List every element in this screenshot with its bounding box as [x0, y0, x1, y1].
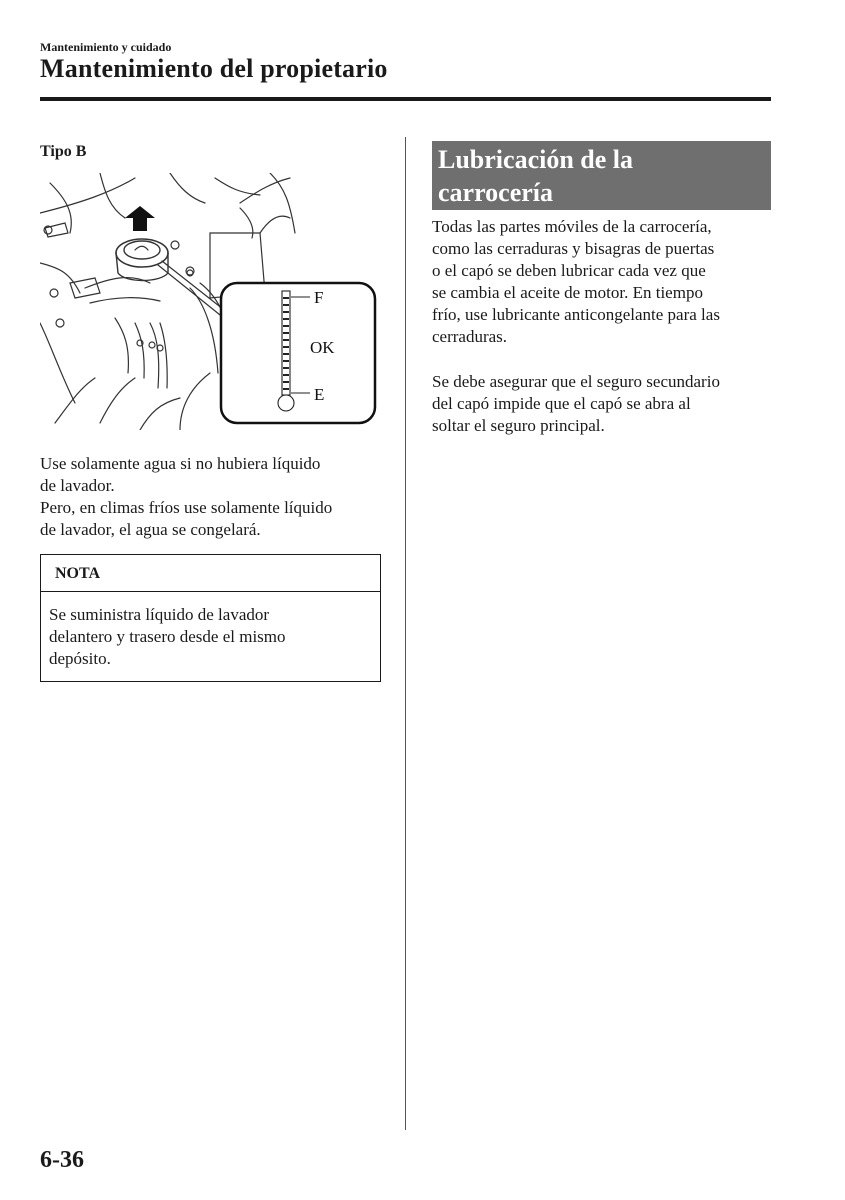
note-body	[41, 592, 380, 670]
text-line: como las cerraduras y bisagras de puertas	[432, 239, 715, 258]
text-line: de lavador, el agua se congelará.	[40, 520, 261, 539]
text-line: Se suministra líquido de lavador	[49, 605, 270, 624]
note-box	[40, 554, 381, 682]
column-divider	[405, 137, 406, 1130]
hood-latch-paragraph	[432, 371, 777, 437]
text-line: frío, use lubricante anticongelante para las	[432, 305, 720, 324]
text-line: Se debe asegurar que el seguro secundario	[432, 372, 720, 391]
gauge-label-e: E	[314, 385, 325, 404]
water-usage-paragraph	[40, 453, 385, 541]
text-line: o el capó se deben lubricar cada vez que	[432, 261, 706, 280]
text-line: Todas las partes móviles de la carrocería,	[432, 217, 712, 236]
text-line: se cambia el aceite de motor. En tiempo	[432, 283, 703, 302]
heading-line: carrocería	[438, 178, 553, 207]
heading-line: Lubricación de la	[438, 145, 634, 174]
lubrication-paragraph	[432, 216, 777, 348]
text-line: del capó impide que el capó se abra al	[432, 394, 691, 413]
section-label: Mantenimiento y cuidado	[40, 40, 172, 54]
text-line: depósito.	[49, 649, 111, 668]
washer-reservoir-figure	[40, 173, 385, 430]
text-line: cerraduras.	[432, 327, 508, 346]
text-line: Use solamente agua si no hubiera líquido	[40, 454, 321, 473]
gauge-label-f: F	[314, 288, 324, 307]
page-title: Mantenimiento del propietario	[40, 54, 388, 83]
text-line: Pero, en climas fríos use solamente líquido	[40, 498, 333, 517]
gauge-label-ok: OK	[310, 338, 335, 357]
section-heading	[432, 141, 771, 210]
page-number: 6-36	[40, 1147, 84, 1173]
text-line: de lavador.	[40, 476, 115, 495]
text-line: soltar el seguro principal.	[432, 416, 605, 435]
text-line: delantero y trasero desde el mismo	[49, 627, 286, 646]
figure-label: Tipo B	[40, 143, 87, 160]
title-rule	[40, 97, 771, 101]
note-header: NOTA	[41, 555, 380, 592]
